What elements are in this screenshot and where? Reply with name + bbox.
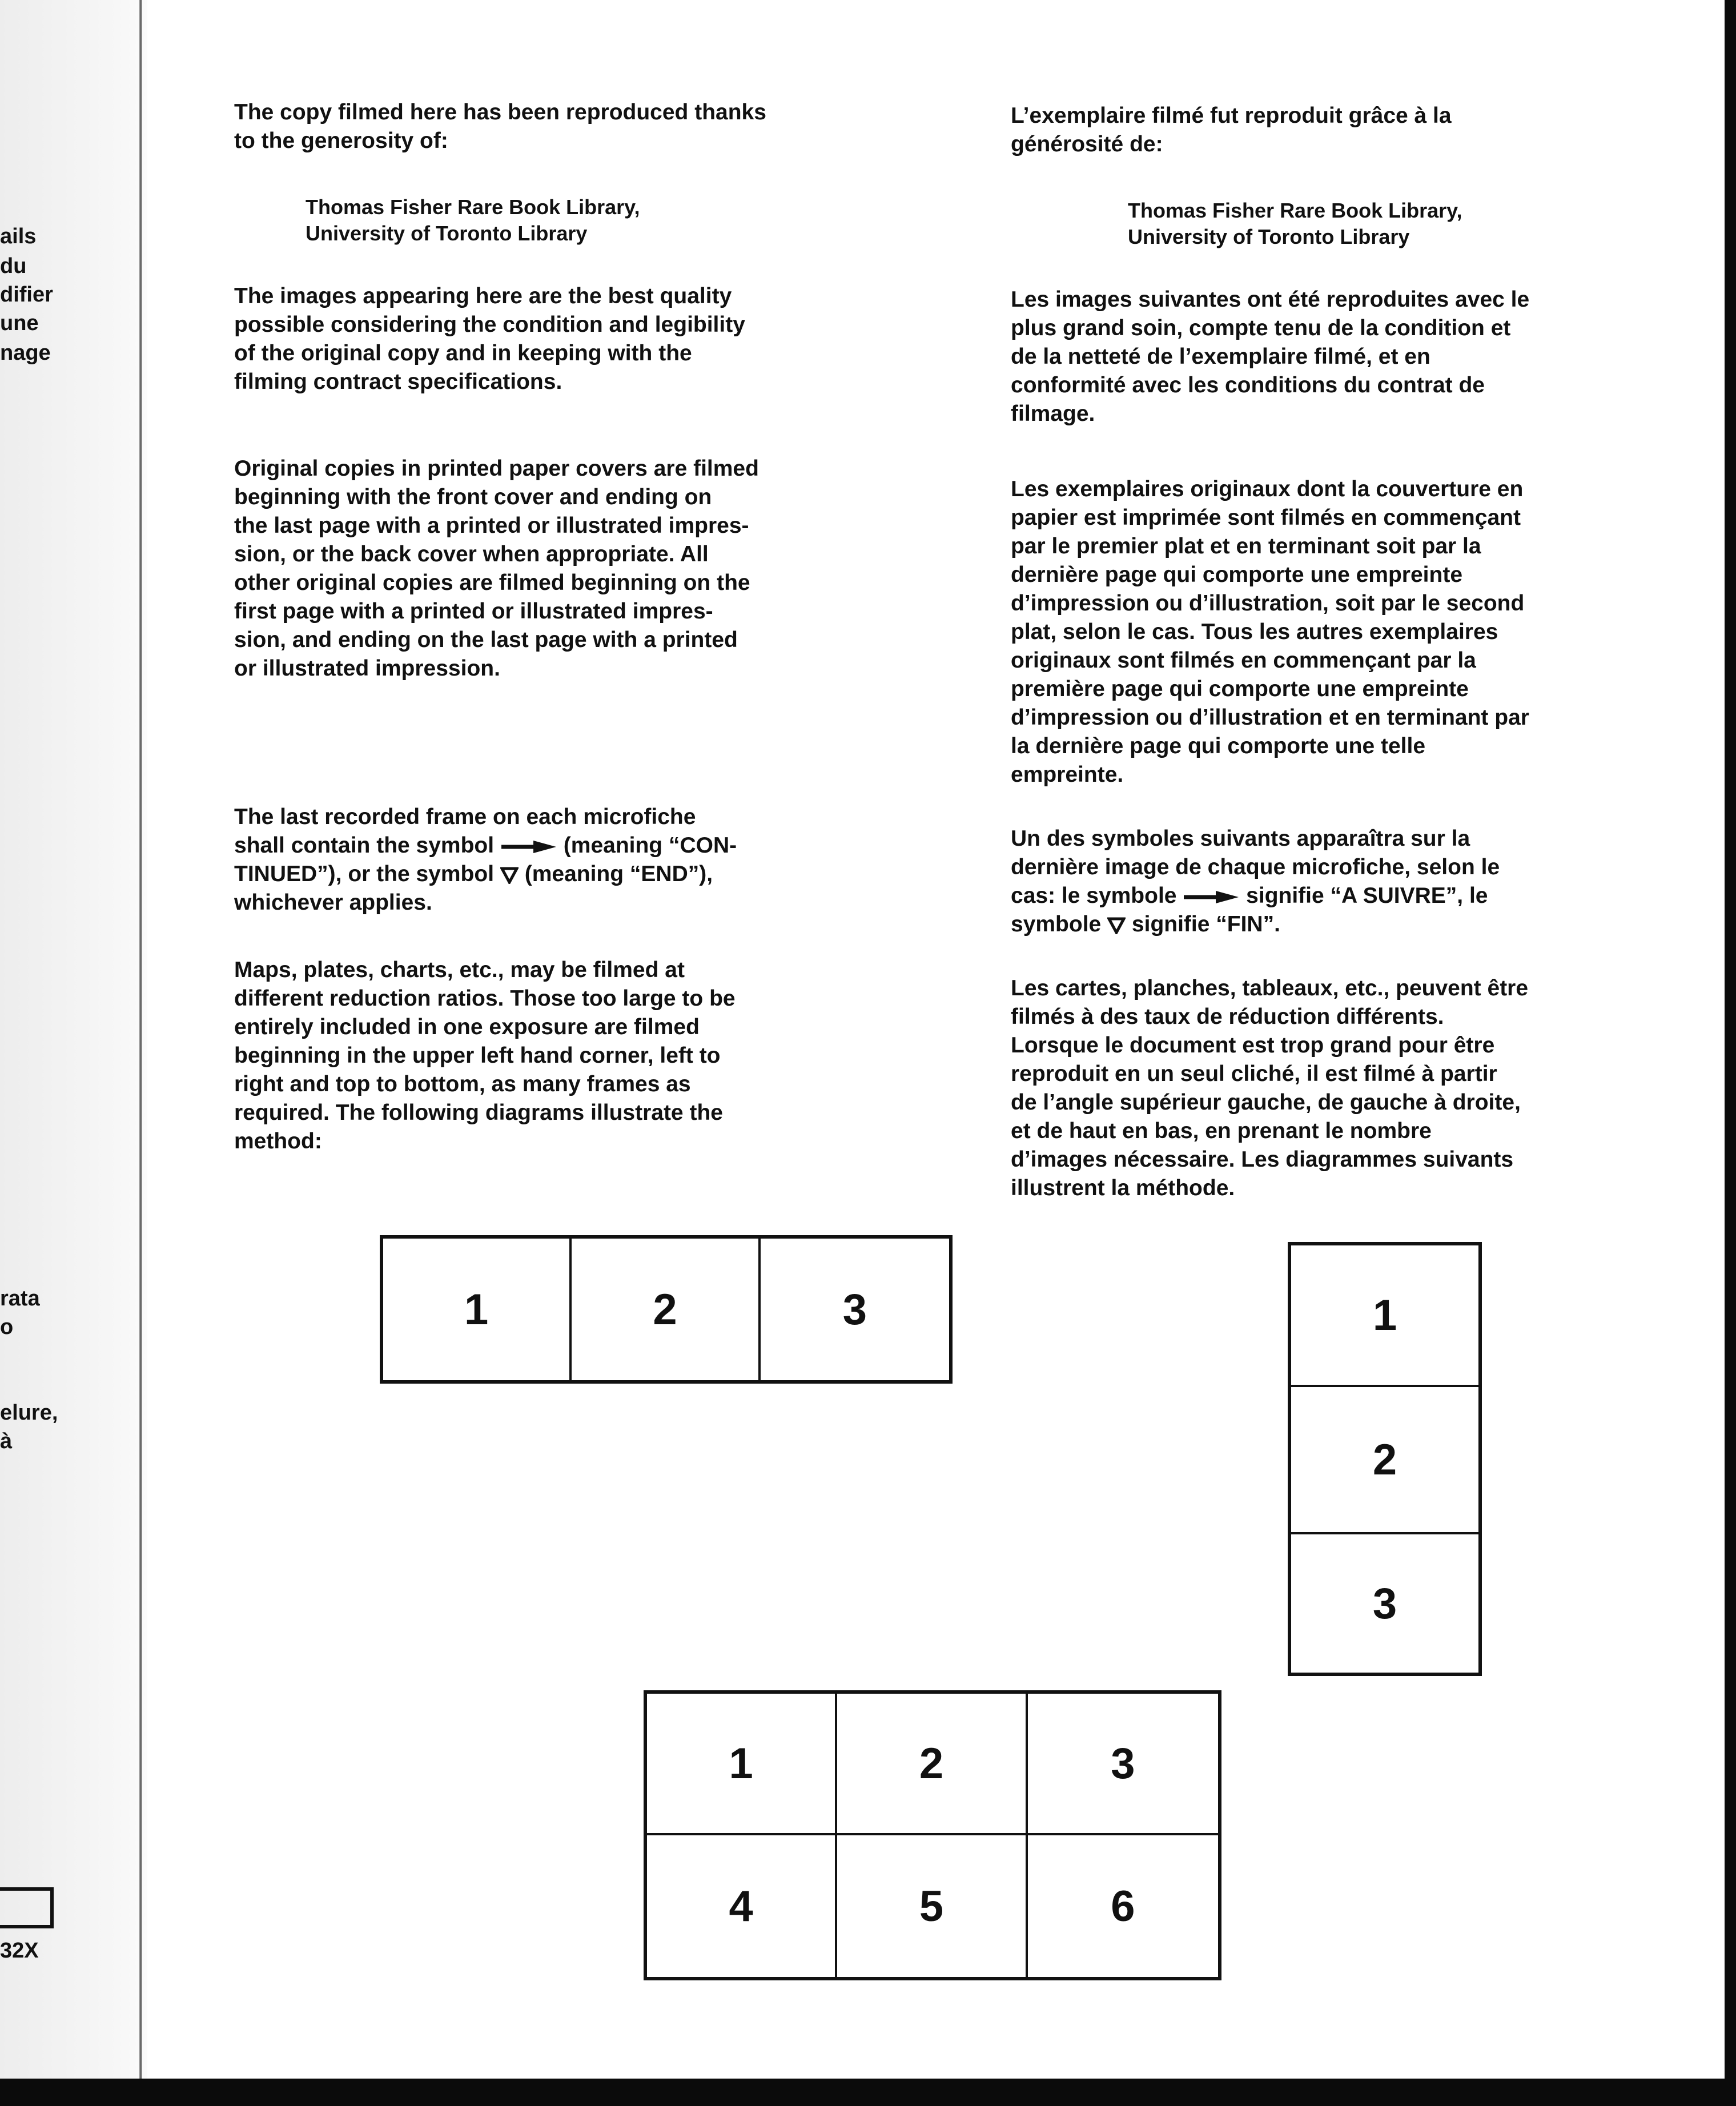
frame-cell: 1 bbox=[1291, 1245, 1478, 1387]
french-symbol-text: cas: le symbole bbox=[1011, 883, 1177, 908]
end-triangle-icon bbox=[1107, 917, 1126, 934]
frame-cell: 3 bbox=[1028, 1694, 1218, 1835]
english-intro: The copy filmed here has been reproduced thanks to the generosity of: bbox=[234, 100, 766, 153]
strip-fragment-box bbox=[0, 1887, 54, 1928]
french-quality: Les images suivantes ont été reproduites avec le plus grand soin, compte tenu de la condition et de la netteté de l’exemplaire filmé, et en conformité avec les conditions du contrat de filmage. bbox=[1011, 287, 1530, 426]
strip-fragment: 32X bbox=[0, 1939, 39, 1963]
english-symbol-line bbox=[234, 860, 897, 889]
english-symbol-text: (meaning “CON- bbox=[563, 833, 737, 858]
french-symbol-line bbox=[1011, 882, 1662, 910]
strip-fragment: du bbox=[0, 254, 27, 278]
french-intro: L’exemplaire filmé fut reproduit grâce à la générosité de: bbox=[1011, 103, 1452, 156]
french-symbol-text: signifie “A SUIVRE”, le bbox=[1246, 883, 1488, 908]
french-symbol-line bbox=[1011, 910, 1662, 939]
french-symbol-text: signifie “FIN”. bbox=[1131, 912, 1280, 937]
english-symbols bbox=[234, 803, 897, 917]
column-frames-diagram bbox=[1288, 1242, 1482, 1676]
french-column bbox=[1011, 102, 1662, 1203]
page-gutter-divider bbox=[139, 0, 142, 2079]
french-symbol-text: symbole bbox=[1011, 912, 1102, 937]
scan-border-bottom bbox=[0, 2079, 1736, 2106]
strip-fragment: à bbox=[0, 1429, 13, 1453]
continued-arrow-icon bbox=[500, 839, 557, 854]
french-library: Thomas Fisher Rare Book Library, University of Toronto Library bbox=[1128, 199, 1462, 248]
english-symbol-line: whichever applies. bbox=[234, 890, 432, 915]
frame-cell: 2 bbox=[837, 1694, 1027, 1835]
frame-cell: 1 bbox=[647, 1694, 837, 1835]
end-triangle-icon bbox=[500, 867, 519, 884]
english-symbol-line bbox=[234, 831, 897, 860]
scan-border-right bbox=[1725, 0, 1736, 2106]
strip-fragment: elure, bbox=[0, 1401, 58, 1425]
english-symbol-line: The last recorded frame on each microfiche bbox=[234, 805, 696, 829]
english-symbol-text: (meaning “END”), bbox=[524, 862, 713, 886]
english-symbol-text: TINUED”), or the symbol bbox=[234, 862, 495, 886]
english-covers: Original copies in printed paper covers are filmed beginning with the front cover and ending on the last page with a printed or illustrated impres- sion, or the back cover when appropriate. All other original copies are filmed beginning on the first page with a printed or illustrated impres- sion, and ending on the last page with a printed or illustrated impression. bbox=[234, 456, 759, 681]
frame-cell: 3 bbox=[842, 1285, 867, 1334]
english-maps: Maps, plates, charts, etc., may be filmed at different reduction ratios. Those too large to be entirely included in one exposure are filmed beginning in the upper left hand corner, left to right and top to bottom, as many frames as required. The following diagrams illustrate the method: bbox=[234, 958, 736, 1154]
english-column bbox=[234, 98, 897, 1156]
frame-cell: 4 bbox=[647, 1835, 837, 1977]
row-frames-diagram bbox=[380, 1235, 953, 1384]
strip-fragment: une bbox=[0, 311, 39, 335]
frame-cell: 3 bbox=[1372, 1579, 1397, 1628]
frame-cell: 2 bbox=[572, 1239, 760, 1380]
grid-frames-diagram bbox=[644, 1690, 1221, 1980]
strip-fragment: difier bbox=[0, 283, 53, 307]
strip-fragment: ails bbox=[0, 224, 37, 248]
english-symbol-text: shall contain the symbol bbox=[234, 833, 495, 858]
strip-fragment: rata bbox=[0, 1287, 40, 1311]
english-quality: The images appearing here are the best quality possible considering the condition and legibility of the original copy and in keeping with the filming contract specifications. bbox=[234, 284, 745, 394]
strip-fragment: o bbox=[0, 1315, 14, 1339]
french-symbols bbox=[1011, 825, 1662, 939]
strip-fragment: nage bbox=[0, 341, 51, 365]
frame-cell: 5 bbox=[837, 1835, 1027, 1977]
english-library: Thomas Fisher Rare Book Library, University of Toronto Library bbox=[306, 195, 640, 245]
french-symbol-line: Un des symboles suivants apparaîtra sur la bbox=[1011, 826, 1470, 851]
continued-arrow-icon bbox=[1183, 890, 1240, 905]
french-covers: Les exemplaires originaux dont la couverture en papier est imprimée sont filmés en commençant par le premier plat et en terminant soit par la dernière page qui comporte une empreinte d’impression ou d’illustration, soit par le second plat, selon le cas. Tous les autres exemplaires originaux sont filmés en commençant par la première page qui comporte une empreinte d’impression ou d’illustration et en terminant par la dernière page qui comporte une telle empreinte. bbox=[1011, 477, 1529, 787]
french-maps: Les cartes, planches, tableaux, etc., peuvent être filmés à des taux de réduction différents. Lorsque le document est trop grand pour être reproduit en un seul cliché, il est filmé à partir de l’angle supérieur gauche, de gauche à droite, et de haut en bas, en prenant le nombre d’images nécessaire. Les diagrammes suivants illustrent la méthode. bbox=[1011, 976, 1529, 1200]
frame-cell: 2 bbox=[1291, 1387, 1478, 1534]
french-symbol-line: dernière image de chaque microfiche, selon le bbox=[1011, 855, 1500, 879]
frame-cell: 6 bbox=[1111, 1882, 1135, 1931]
frame-cell: 1 bbox=[383, 1239, 572, 1380]
